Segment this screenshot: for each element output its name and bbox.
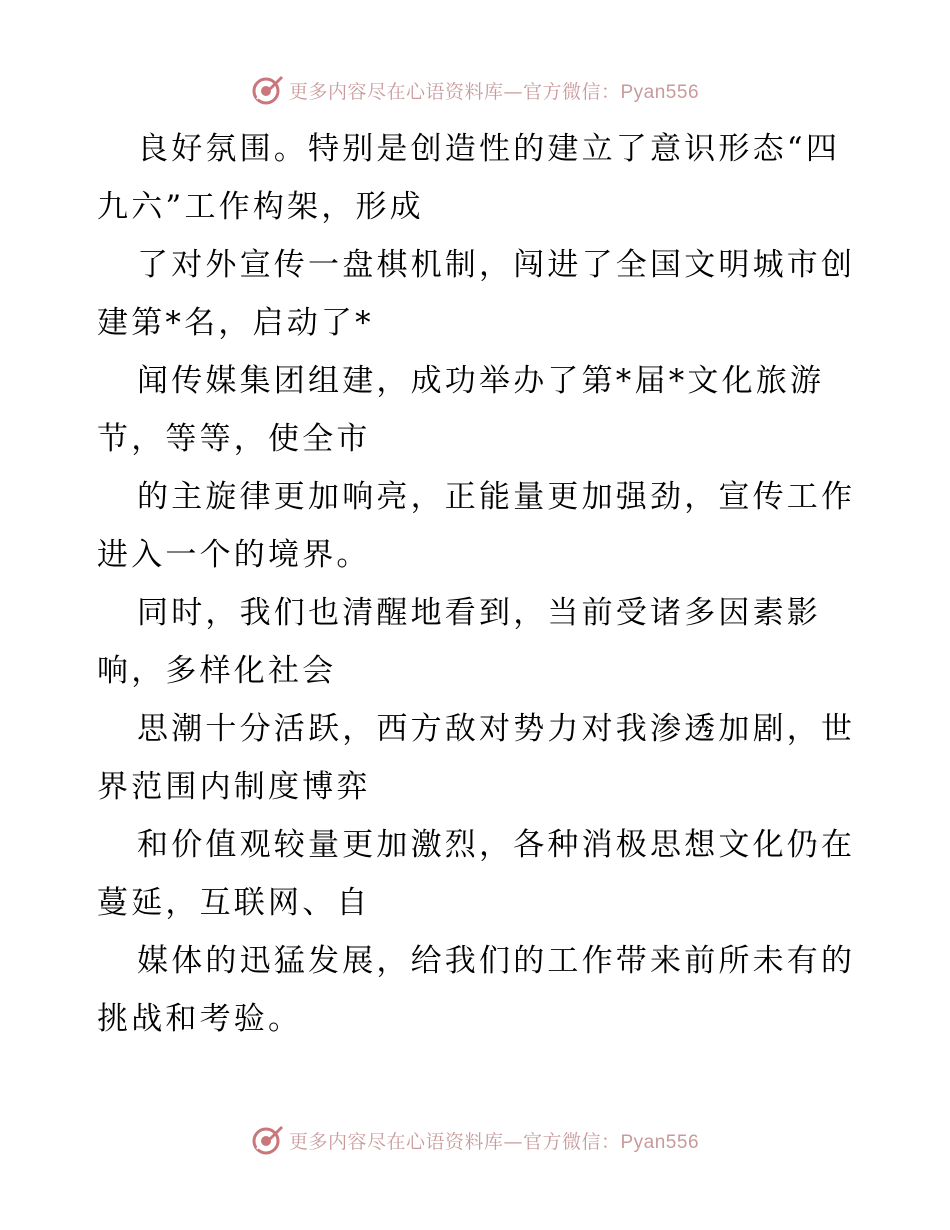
- paragraph-line: 了对外宣传一盘棋机制，闯进了全国文明城市创: [137, 247, 856, 283]
- paragraph: [97, 932, 857, 1048]
- paragraph-line: 节，等等，使全市: [97, 421, 371, 457]
- watermark-wechat-id: Pyan556: [620, 1131, 700, 1153]
- paragraph: [97, 816, 857, 932]
- watermark-text: [289, 77, 699, 104]
- paragraph: [97, 120, 857, 236]
- paragraph-line: 同时，我们也清醒地看到，当前受诸多因素影: [137, 595, 821, 631]
- header-watermark: [0, 70, 950, 110]
- watermark-wechat-id: Pyan556: [620, 81, 700, 103]
- watermark-wechat-label: 官方微信：: [522, 80, 621, 103]
- paragraph-line: 挑战和考验。: [97, 1001, 303, 1037]
- paragraph: [97, 352, 857, 468]
- paragraph-line: 的主旋律更加响亮，正能量更加强劲，宣传工作: [137, 479, 856, 515]
- paragraph: [97, 236, 857, 352]
- paragraph-line: 闻传媒集团组建，成功举办了第*届*文化旅游: [137, 363, 825, 399]
- paragraph-line: 九六”工作构架，形成: [97, 189, 424, 225]
- pen-circle-logo-icon: [251, 1123, 285, 1157]
- watermark-text: [289, 1127, 699, 1154]
- paragraph-line: 响，多样化社会: [97, 653, 337, 689]
- paragraph: [97, 584, 857, 700]
- footer-watermark: [0, 1120, 950, 1160]
- watermark-separator: —: [503, 1130, 523, 1153]
- watermark-site-text: 更多内容尽在心语资料库: [288, 80, 504, 103]
- paragraph-line: 媒体的迅猛发展，给我们的工作带来前所未有的: [137, 943, 856, 979]
- paragraph-line: 进入一个的境界。: [97, 537, 371, 573]
- watermark-wechat-label: 官方微信：: [522, 1130, 621, 1153]
- pen-circle-logo-icon: [251, 73, 285, 107]
- paragraph: [97, 468, 857, 584]
- paragraph-line: 蔓延，互联网、自: [97, 885, 371, 921]
- watermark-separator: —: [503, 80, 523, 103]
- paragraph-line: 良好氛围。特别是创造性的建立了意识形态“四: [137, 131, 841, 167]
- paragraph-line: 和价值观较量更加激烈，各种消极思想文化仍在: [137, 827, 856, 863]
- paragraph-line: 建第*名，启动了*: [97, 305, 374, 341]
- paragraph-line: 界范围内制度博弈: [97, 769, 371, 805]
- paragraph-line: 思潮十分活跃，西方敌对势力对我渗透加剧，世: [137, 711, 856, 747]
- watermark-site-text: 更多内容尽在心语资料库: [288, 1130, 504, 1153]
- document-body: [97, 120, 857, 1048]
- paragraph: [97, 700, 857, 816]
